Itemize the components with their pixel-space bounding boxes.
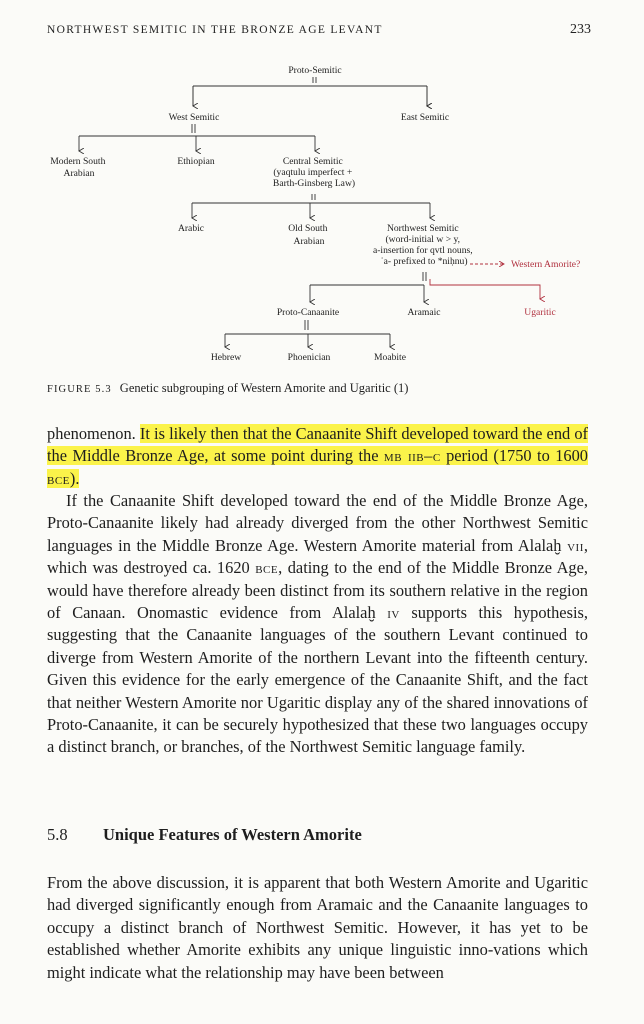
para2-text-4: supports this hypothesis, suggesting that the Canaanite languages of the southern Levant continued to diverge from Western Amorite of the northern Levant into the fifteenth century. Given this evidence for the early emergence of the Canaanite Shift, and the fact that neither Western Amorite nor Ugaritic display any of the shared innovations of Proto-Canaanite, it can be securely hypothesized that these two languages occupy a distinct branch, or branches, of the Northwest Semitic language family. [47,603,588,757]
figure-caption [47,381,408,396]
figure-caption-text: Genetic subgrouping of Western Amorite and Ugaritic (1) [119,381,409,395]
page-number: 233 [570,22,591,37]
node-ugaritic: Ugaritic [524,307,556,318]
paragraph-continuation [47,423,588,490]
era-abbrev-2: bce [255,558,279,578]
node-east-semitic: East Semitic [400,112,450,123]
period-abbrev: mb iib–c [383,446,441,466]
node-northwest-semitic: Northwest Semitic (word-initial w > y, a-insertion for qvtl nouns, ʾa- prefixed to *niḥnu) [372,223,473,267]
era-abbrev: bce [47,468,70,488]
node-ethiopian: Ethiopian [177,156,215,167]
running-head: NORTHWEST SEMITIC IN THE BRONZE AGE LEVANT [47,24,383,36]
node-moabite: Moabite [374,352,406,363]
node-old-south-arabian: Old South Arabian [288,223,328,247]
paragraph-section-intro: From the above discussion, it is apparent that both Western Amorite and Ugaritic had diverged significantly enough from Aramaic and the Canaanite languages to occupy a distinct branch of Northwest Semitic. However, it has yet to be established whether Amorite exhibits any unique linguistic inno-vations which might indicate what the relationship may have been between [47,873,588,982]
node-hebrew: Hebrew [210,352,242,363]
para2-text-2: , which was destroyed ca. 1620 [47,535,588,578]
node-proto-semitic: Proto-Semitic [288,65,342,76]
figure-label: FIGURE 5.3 [47,384,112,395]
node-western-amorite: Western Amorite? [511,259,581,270]
highlight-part-b: period (1750 to 1600 [440,446,588,466]
node-proto-canaanite: Proto-Canaanite [276,307,340,318]
node-aramaic: Aramaic [407,307,441,318]
alalakh-level-vii: vii [567,535,584,555]
alalakh-level-iv: iv [387,603,400,623]
node-modern-south-arabian: Modern South Arabian [50,156,106,179]
section-title: Unique Features of Western Amorite [103,825,362,844]
ugaritic-branch-line [430,279,540,299]
para2-text-3: , dating to the end of the Middle Bronze Age, would have therefore already been distinct from its southern relative in the region of Canaan. Onomastic evidence from Alalaḫ [47,558,589,623]
node-west-semitic: West Semitic [168,112,220,123]
section-heading [47,825,362,845]
node-phoenician: Phoenician [287,352,331,363]
section-number: 5.8 [47,825,68,844]
paragraph-canaanite-shift [47,490,588,759]
subgrouping-tree-diagram [0,0,644,380]
node-arabic: Arabic [177,223,205,234]
highlight-part-c: ). [69,468,80,488]
tree-connectors [79,77,430,347]
para2-text-1: If the Canaanite Shift developed toward the end of the Middle Bronze Age, Proto-Canaanite likely had already diverged from the other Northwest Semitic languages in the Middle Bronze Age. Western Amorite material from Alalaḫ [47,491,588,555]
highlight-part-a: It is likely then that the Canaanite Shift developed toward the end of the Middle Bronze Age, at some point during the [47,424,588,466]
node-central-semitic: Central Semitic (yaqtulu imperfect + Barth-Ginsberg Law) [272,156,356,189]
para1-lead: phenomenon. [47,424,140,443]
